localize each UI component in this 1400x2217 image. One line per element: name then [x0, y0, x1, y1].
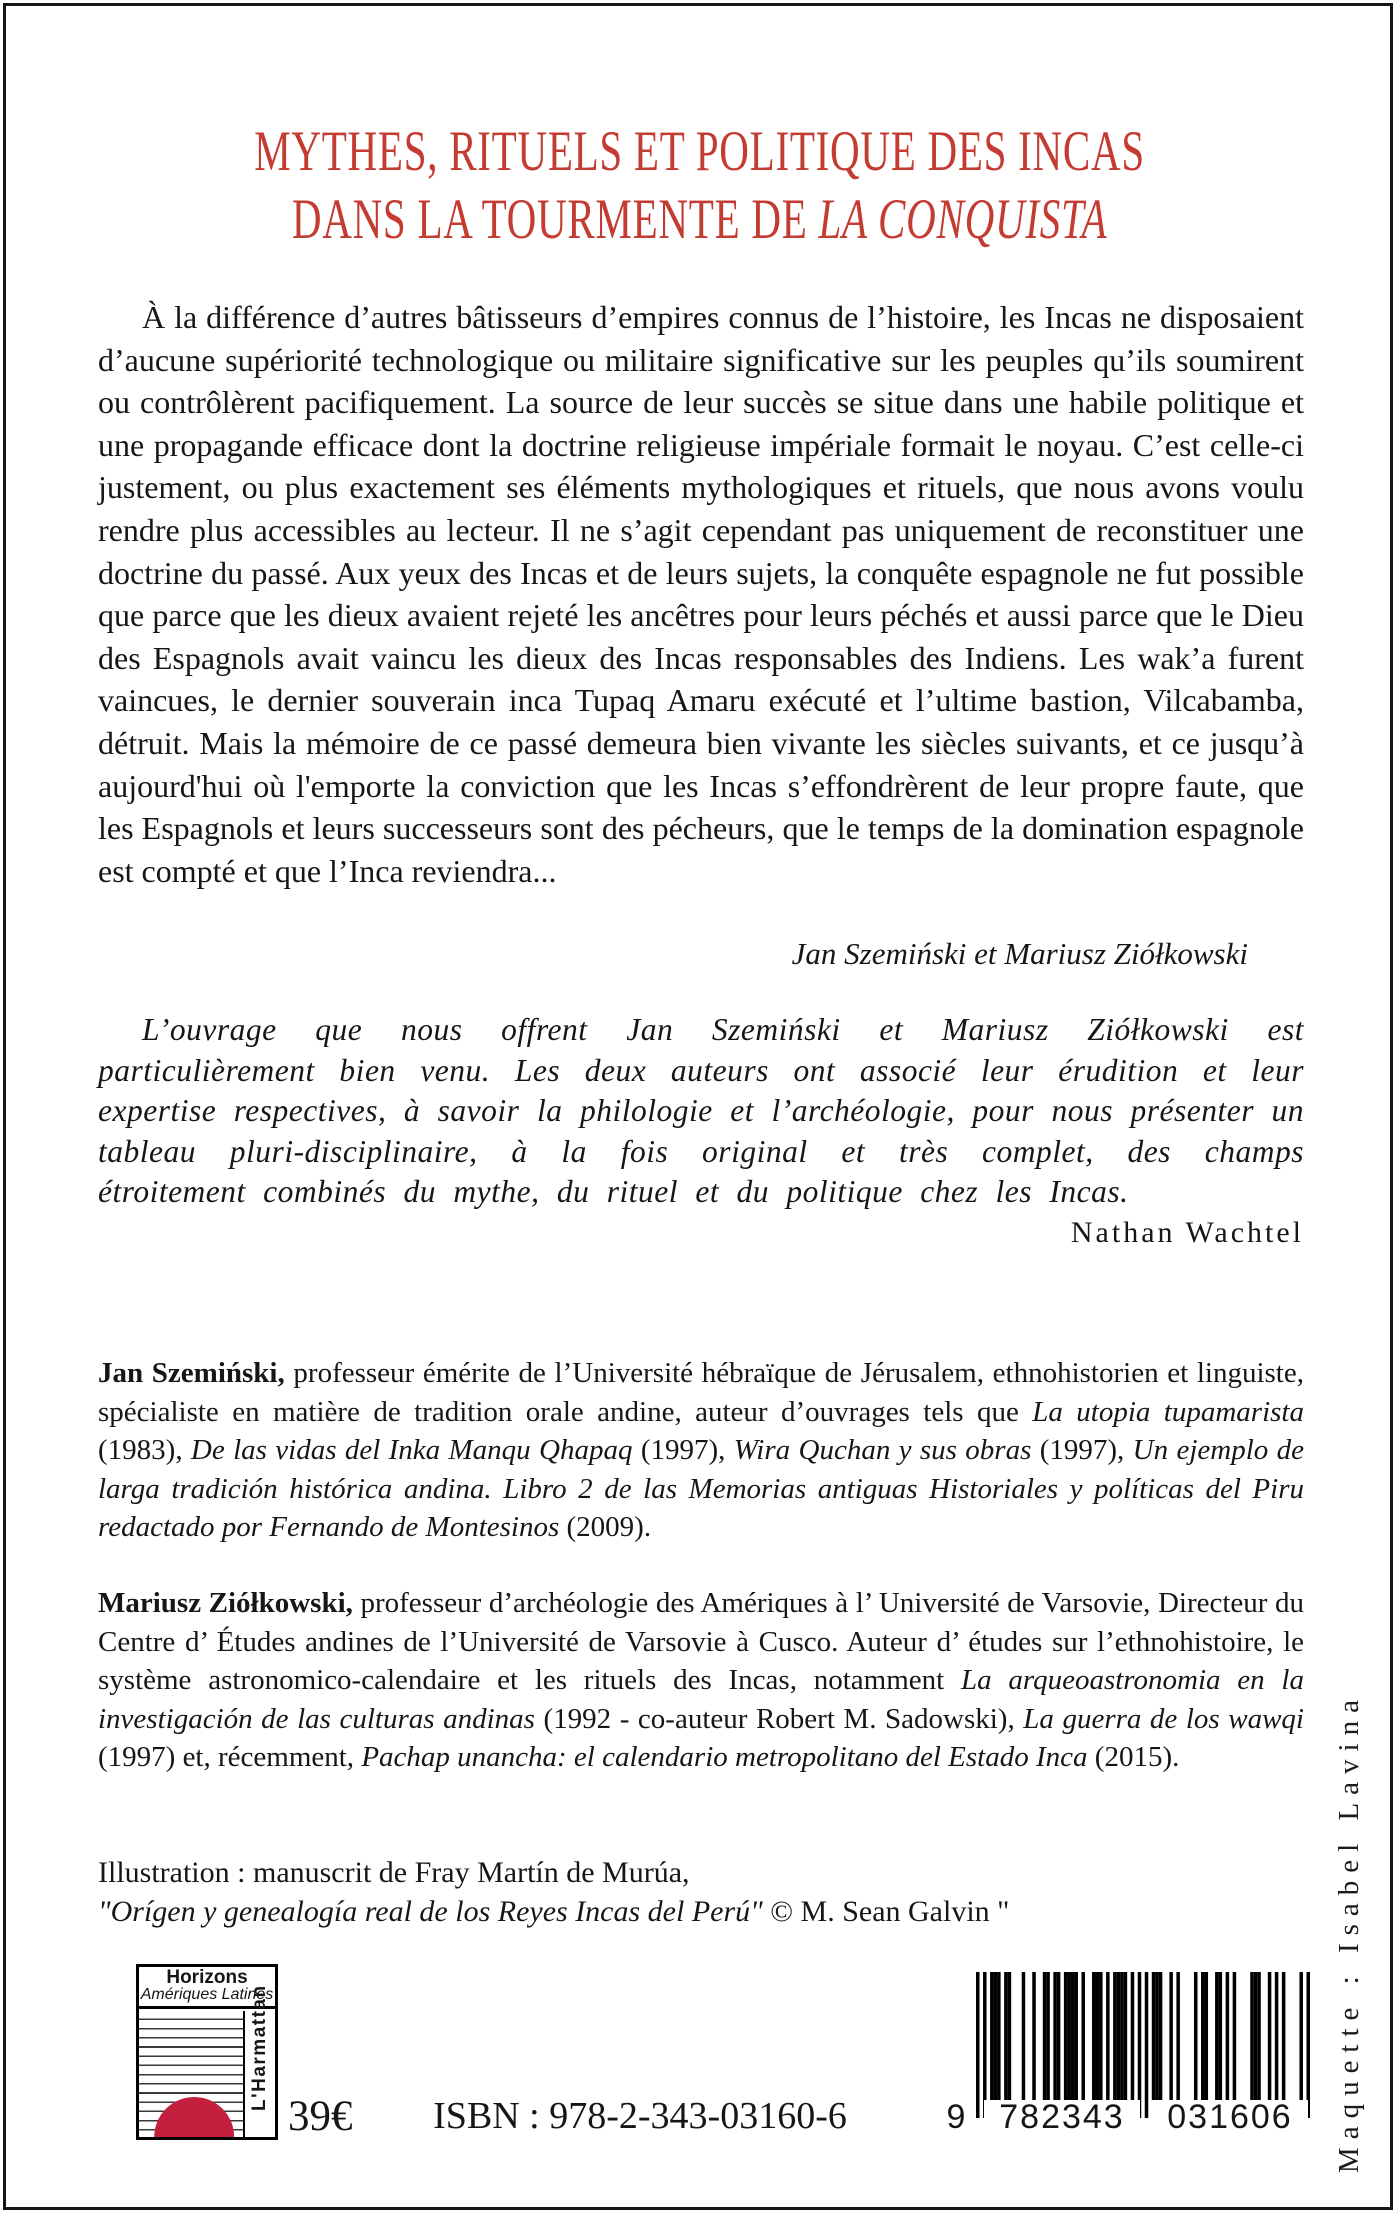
layout-credit: Maquette : Isabel Lavina: [1333, 1691, 1365, 2173]
logo-publisher-name: L'Harmattan: [249, 1984, 270, 2111]
synopsis-signature: Jan Szemiński et Mariusz Ziółkowski: [791, 936, 1248, 971]
ean-barcode-bars: [976, 1972, 1310, 2118]
author-bio-szeminski: Jan Szemiński, professeur émérite de l’Université hébraïque de Jérusalem, ethnohistorien et linguiste, spécialiste en matière de tradition orale andine, auteur d’ouvrages tels que La utopia tupamarista (1983), De las vidas del Inka Manqu Qhapaq (1997), Wira Quchan y sus obras (1997), Un ejemplo de larga tradición histórica andina. Libro 2 de las Memorias antiguas Historiales y políticas del Piru redactado por Fernando de Montesinos (2009).: [98, 1357, 1304, 1544]
ean-barcode: [946, 1972, 1310, 2136]
book-title-line2: DANS LA TOURMENTE DE LA CONQUISTA: [292, 188, 1108, 251]
illustration-credit-line1: Illustration : manuscrit de Fray Martín de Murúa,: [98, 1856, 690, 1889]
book-title-line1: MYTHES, RITUELS ET POLITIQUE DES INCAS: [254, 120, 1146, 183]
review-signature: Nathan Wachtel: [1070, 1216, 1304, 1249]
illustration-credit-line2: "Orígen y genealogía real de los Reyes Incas del Perú" © M. Sean Galvin ": [98, 1895, 1010, 1928]
logo-collection-name: Amériques Latines: [140, 1986, 274, 2004]
isbn-label: ISBN : 978-2-343-03160-6: [433, 2095, 847, 2137]
illustration-credit: [98, 1853, 1304, 1931]
price-label: 39€: [288, 2093, 353, 2140]
book-title-lines: [255, 118, 1146, 254]
author-bio-ziolkowski: Mariusz Ziółkowski, professeur d’archéologie des Amériques à l’ Université de Varsovie, Directeur du Centre d’ Études andines de l’Université de Varsovie à Cusco. Auteur d’ études sur l’ethnohistoire, le système astronomico-calendaire et les rituels des Incas, notamment La arqueoastronomia en la investigación de las culturas andinas (1992 - co-auteur Robert M. Sadowski), La guerra de los wawqi (1997) et, récemment, Pachap unancha: el calendario metropolitano del Estado Inca (2015).: [98, 1587, 1305, 1774]
review-quote: L’ouvrage que nous offrent Jan Szemiński et Mariusz Ziółkowski est particulièrement bien venu. Les deux auteurs ont associé leur érudition et leur expertise respectives, à savoir la philologie et l’archéologie, pour nous présenter un tableau pluri-disciplinaire, à la fois original et très complet, des champs étroitement combinés du mythe, du rituel et du politique chez les Incas.: [98, 1012, 1304, 1210]
barcode-digit-lead: 9: [944, 2100, 970, 2134]
barcode-digit-group1: 782343: [984, 2100, 1140, 2134]
synopsis-paragraph: À la différence d’autres bâtisseurs d’empires connus de l’histoire, les Incas ne disposaient d’aucune supériorité technologique ou militaire significative sur les peuples qu’ils soumirent ou contrôlèrent pacifiquement. La source de leur succès se situe dans une habile politique et une propagande efficace dont la doctrine religieuse impériale formait le noyau. C’est celle-ci justement, ou plus exactement ses éléments mythologiques et rituels, que nous avons voulu rendre plus accessibles au lecteur. Il ne s’agit cependant pas uniquement de reconstituer une doctrine du passé. Aux yeux des Incas et de leurs sujets, la conquête espagnole ne fut possible que parce que les dieux avaient rejeté les ancêtres pour leurs péchés et aussi parce que le Dieu des Espagnols avait vaincu les dieux des Incas responsables des Indiens. Les wak’a furent vaincues, le dernier souverain inca Tupaq Amaru exécuté et l’ultime bastion, Vilcabamba, détruit. Mais la mémoire de ce passé demeura bien vivante les siècles suivants, et ce jusqu’à aujourd'hui où l'emporte la conviction que les Incas s’effondrèrent de leur propre faute, que les Espagnols et leurs successeurs sont des pécheurs, que le temps de la domination espagnole est compté et que l’Inca reviendra...: [98, 299, 1304, 889]
book-title: [0, 118, 1400, 254]
logo-publisher-column: [245, 1984, 275, 2137]
barcode-digit-group2: 031606: [1152, 2100, 1308, 2134]
rising-sun-icon: [154, 2097, 234, 2137]
logo-horizon-lines: [139, 2011, 245, 2137]
logo-series-name: Horizons: [166, 1967, 248, 1988]
publisher-logo: [136, 1964, 278, 2140]
